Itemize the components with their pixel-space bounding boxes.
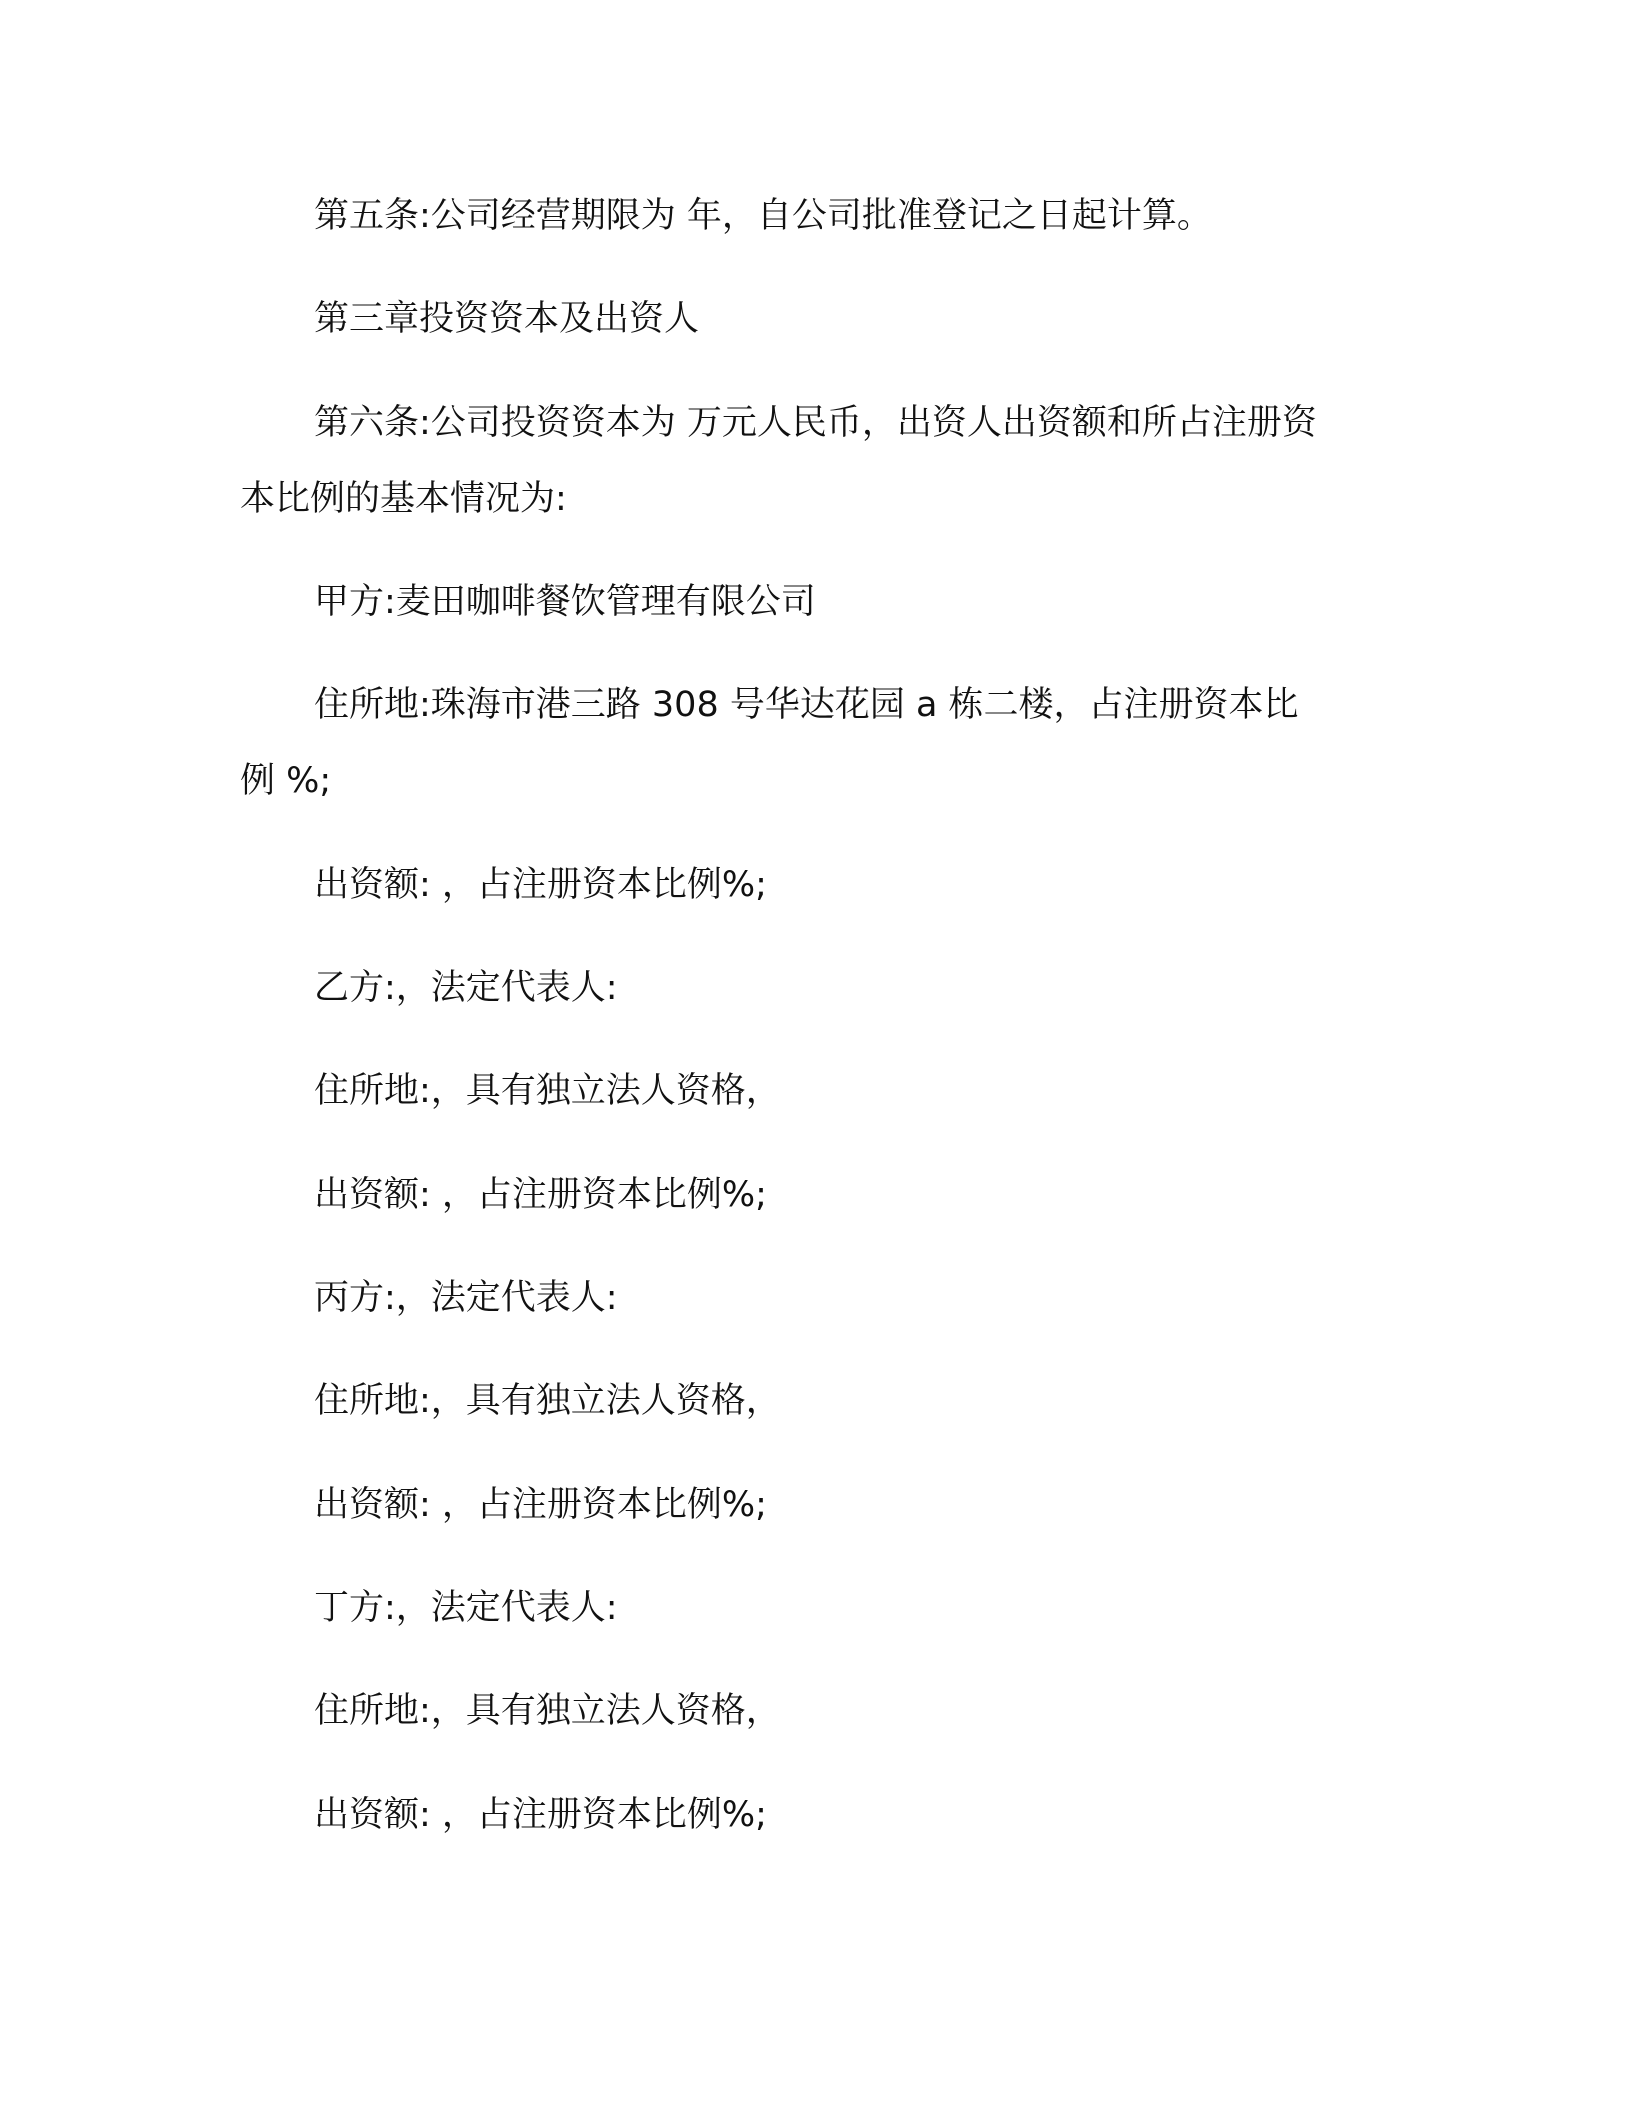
party-b-capital <box>240 1157 1380 1233</box>
text-line: 出资额: ，占注册资本比例%; <box>314 865 767 905</box>
text-line: 第三章投资资本及出资人 <box>314 299 700 339</box>
text-line: 出资额: ，占注册资本比例%; <box>314 1485 767 1525</box>
article-6-paragraph <box>240 385 1380 537</box>
party-a-capital <box>240 847 1380 923</box>
party-b-address <box>240 1053 1380 1129</box>
text-line: 住所地:，具有独立法人资格， <box>314 1071 781 1111</box>
party-b-name <box>240 950 1380 1026</box>
text-line: 第六条:公司投资资本为 万元人民币，出资人出资额和所占注册资 <box>314 403 1317 443</box>
party-c-name <box>240 1260 1380 1336</box>
text-line: 丙方:，法定代表人: <box>314 1278 618 1318</box>
text-line: 出资额: ，占注册资本比例%; <box>314 1795 767 1835</box>
party-d-address <box>240 1673 1380 1749</box>
text-line: 甲方:麦田咖啡餐饮管理有限公司 <box>314 582 816 622</box>
text-line: 本比例的基本情况为: <box>240 479 567 519</box>
party-a-name <box>240 564 1380 640</box>
article-5-paragraph <box>240 178 1380 254</box>
text-line: 住所地:珠海市港三路 308 号华达花园 a 栋二楼，占注册资本比 <box>314 685 1299 725</box>
text-line: 例 %; <box>240 761 332 801</box>
text-line: 第五条:公司经营期限为 年，自公司批准登记之日起计算。 <box>314 196 1212 236</box>
party-a-address <box>240 667 1380 819</box>
text-line: 住所地:，具有独立法人资格， <box>314 1691 781 1731</box>
text-line: 出资额: ，占注册资本比例%; <box>314 1175 767 1215</box>
party-c-address <box>240 1363 1380 1439</box>
text-line: 乙方:，法定代表人: <box>314 968 618 1008</box>
party-d-capital <box>240 1777 1380 1853</box>
text-line: 住所地:，具有独立法人资格， <box>314 1381 781 1421</box>
text-line: 丁方:，法定代表人: <box>314 1588 618 1628</box>
chapter-3-heading <box>240 281 1380 357</box>
party-d-name <box>240 1570 1380 1646</box>
party-c-capital <box>240 1467 1380 1543</box>
